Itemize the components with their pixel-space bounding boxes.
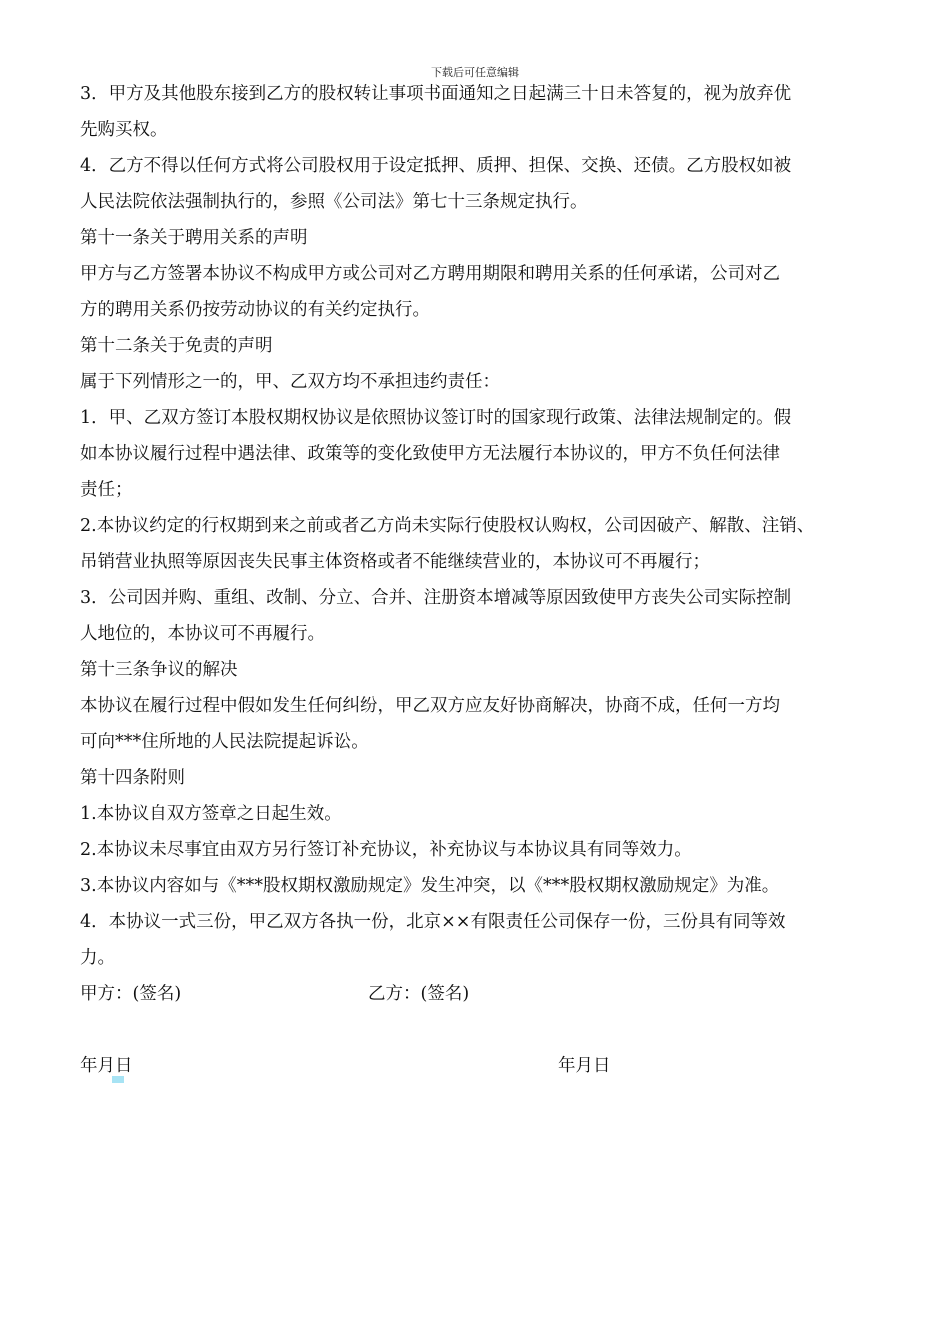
paragraph-line: 2.本协议约定的行权期到来之前或者乙方尚未实际行使股权认购权，公司因破产、解散、注销、	[80, 516, 815, 536]
paragraph-line: 4．乙方不得以任何方式将公司股权用于设定抵押、质押、担保、交换、还债。乙方股权如被	[80, 156, 792, 176]
section-heading: 第十三条争议的解决	[80, 660, 238, 680]
party-b-date: 年月日	[558, 1056, 611, 1076]
paragraph-line: 如本协议履行过程中遇法律、政策等的变化致使甲方无法履行本协议的，甲方不负任何法律	[80, 444, 780, 464]
document-body	[80, 76, 875, 1084]
paragraph-line: 人民法院依法强制执行的，参照《公司法》第七十三条规定执行。	[80, 192, 588, 212]
paragraph-line: 2.本协议未尽事宜由双方另行签订补充协议，补充协议与本协议具有同等效力。	[80, 840, 692, 860]
party-a-signature: 甲方：(签名)	[80, 984, 182, 1004]
spacer	[80, 1012, 875, 1048]
paragraph-line: 1．甲、乙双方签订本股权期权协议是依照协议签订时的国家现行政策、法律法规制定的。假	[80, 408, 792, 428]
party-a-date: 年月日	[80, 1056, 133, 1076]
paragraph-line: 可向***住所地的人民法院提起诉讼。	[80, 732, 369, 752]
paragraph-line: 人地位的，本协议可不再履行。	[80, 624, 325, 644]
party-b-signature: 乙方：(签名)	[368, 984, 470, 1004]
page-header: 下载后可任意编辑	[431, 66, 519, 79]
paragraph-line: 1.本协议自双方签章之日起生效。	[80, 804, 342, 824]
signature-row	[80, 976, 875, 1012]
paragraph-line: 3.本协议内容如与《***股权期权激励规定》发生冲突，以《***股权期权激励规定》为准。	[80, 876, 780, 896]
paragraph-line: 属于下列情形之一的，甲、乙双方均不承担违约责任：	[80, 372, 500, 392]
section-heading: 第十二条关于免责的声明	[80, 336, 273, 356]
paragraph-line: 3．甲方及其他股东接到乙方的股权转让事项书面通知之日起满三十日未答复的，视为放弃优	[80, 84, 792, 104]
section-heading: 第十四条附则	[80, 768, 185, 788]
paragraph-line: 方的聘用关系仍按劳动协议的有关约定执行。	[80, 300, 430, 320]
paragraph-line: 责任；	[80, 480, 133, 500]
paragraph-line: 甲方与乙方签署本协议不构成甲方或公司对乙方聘用期限和聘用关系的任何承诺，公司对乙	[80, 264, 780, 284]
paragraph-line: 吊销营业执照等原因丧失民事主体资格或者不能继续营业的，本协议可不再履行；	[80, 552, 710, 572]
paragraph-line: 先购买权。	[80, 120, 168, 140]
paragraph-line: 力。	[80, 948, 115, 968]
paragraph-line: 本协议在履行过程中假如发生任何纠纷，甲乙双方应友好协商解决，协商不成，任何一方均	[80, 696, 780, 716]
date-row	[80, 1048, 875, 1084]
paragraph-line: 3．公司因并购、重组、改制、分立、合并、注册资本增减等原因致使甲方丧失公司实际控制	[80, 588, 792, 608]
cursor-marker	[112, 1076, 124, 1083]
section-heading: 第十一条关于聘用关系的声明	[80, 228, 308, 248]
paragraph-line: 4．本协议一式三份，甲乙双方各执一份，北京××有限责任公司保存一份，三份具有同等效	[80, 912, 786, 932]
